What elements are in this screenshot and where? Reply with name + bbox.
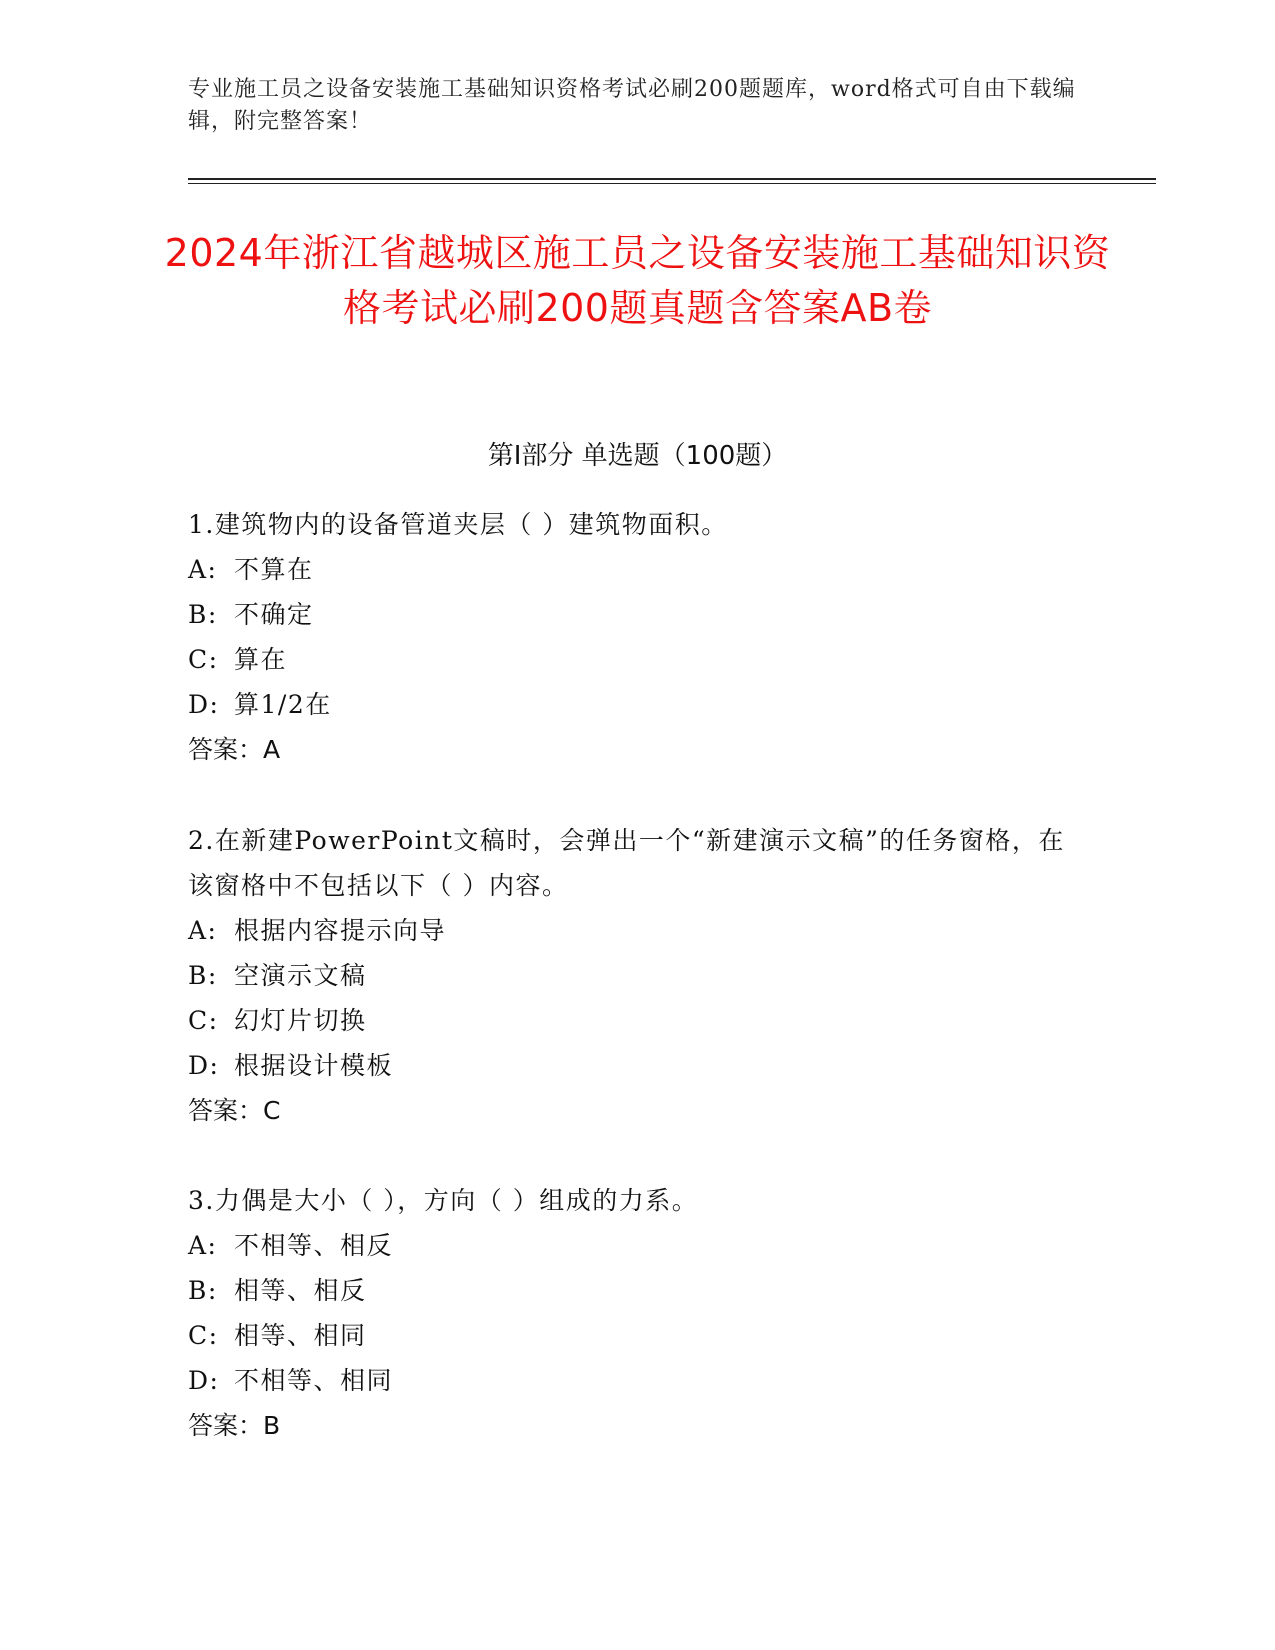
option-letter: B: [188, 961, 218, 990]
option-text: 不相等、相反 [234, 1231, 394, 1260]
option-b [188, 592, 1088, 637]
answer-line: 答案：C [188, 1096, 281, 1125]
option-text: 不算在 [234, 555, 314, 584]
option-c [188, 637, 1088, 682]
option-text: 幻灯片切换 [234, 1006, 367, 1035]
option-letter: D: [188, 1366, 220, 1395]
option-text: 算在 [234, 645, 288, 674]
option-d [188, 1358, 1088, 1403]
question-text: 2.在新建PowerPoint文稿时，会弹出一个“新建演示文稿”的任务窗格，在该窗格中不包括以下（ ）内容。 [188, 826, 1065, 900]
option-d [188, 1043, 1088, 1088]
option-text: 相等、相反 [234, 1276, 367, 1305]
option-text: 根据设计模板 [234, 1051, 394, 1080]
question-text: 3.力偶是大小（ ），方向（ ）组成的力系。 [188, 1186, 699, 1215]
option-text: 空演示文稿 [234, 961, 367, 990]
option-letter: A: [188, 555, 218, 584]
option-letter: C: [188, 645, 219, 674]
section-heading: 第I部分 单选题（100题） [487, 441, 788, 471]
option-b [188, 953, 1088, 998]
option-letter: A: [188, 1231, 218, 1260]
option-c [188, 1313, 1088, 1358]
question-3 [188, 1178, 1088, 1448]
option-d [188, 682, 1088, 727]
document-title: 2024年浙江省越城区施工员之设备安装施工基础知识资格考试必刷200题真题含答案AB卷 [164, 231, 1111, 330]
option-letter: C: [188, 1321, 219, 1350]
option-letter: B: [188, 600, 218, 629]
option-letter: B: [188, 1276, 218, 1305]
option-text: 算1/2在 [234, 690, 332, 719]
header-rule-thick [188, 178, 1156, 180]
option-text: 相等、相同 [234, 1321, 367, 1350]
option-letter: D: [188, 690, 220, 719]
option-b [188, 1268, 1088, 1313]
question-text: 1.建筑物内的设备管道夹层（ ）建筑物面积。 [188, 510, 728, 539]
answer-line: 答案：B [188, 1411, 281, 1440]
option-letter: D: [188, 1051, 220, 1080]
option-c [188, 998, 1088, 1043]
option-text: 不相等、相同 [234, 1366, 394, 1395]
question-2 [188, 818, 1088, 1133]
option-a [188, 908, 1088, 953]
option-text: 根据内容提示向导 [234, 916, 447, 945]
header-note: 专业施工员之设备安装施工基础知识资格考试必刷200题题库，word格式可自由下载编辑，附完整答案！ [188, 77, 1076, 134]
header-rule-thin [188, 183, 1156, 184]
option-a [188, 1223, 1088, 1268]
answer-line: 答案：A [188, 735, 281, 764]
option-a [188, 547, 1088, 592]
option-letter: C: [188, 1006, 219, 1035]
question-1 [188, 502, 1088, 772]
option-letter: A: [188, 916, 218, 945]
option-text: 不确定 [234, 600, 314, 629]
